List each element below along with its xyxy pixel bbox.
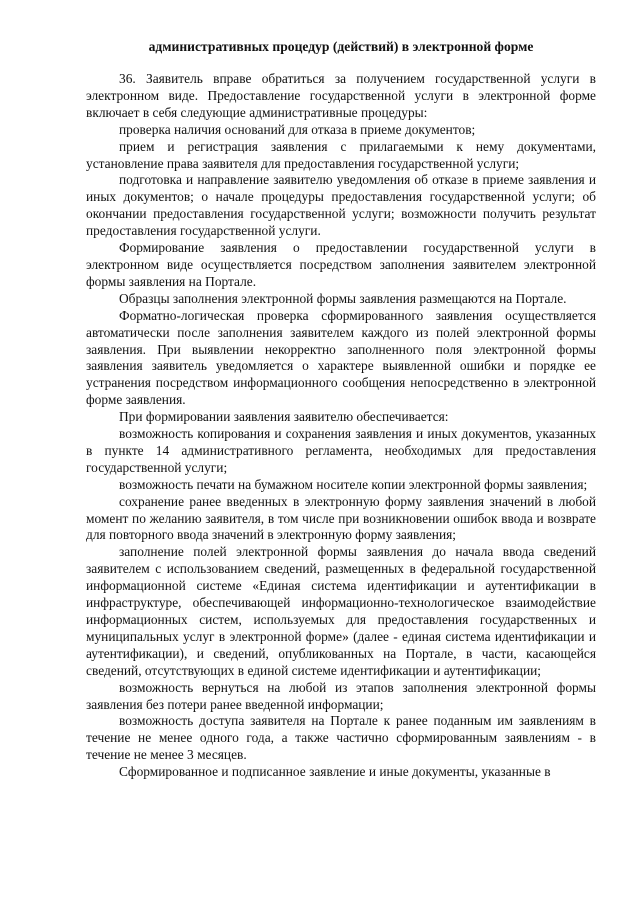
paragraph-provided: При формировании заявления заявителю обеспечивается:	[119, 409, 449, 425]
list-item-registration: прием и регистрация заявления с прилагаемыми к нему документами, установление права заявителя для предоставления государственной услуги;	[86, 138, 596, 171]
paragraph-form-filling: Формирование заявления о предоставлении государственной услуги в электронном виде осуществляется посредством заполнения заявителем электронной формы заявления на Портале.	[86, 240, 596, 289]
paragraph-samples: Образцы заполнения электронной формы заявления размещаются на Портале.	[119, 290, 567, 306]
list-item-notification: подготовка и направление заявителю уведомления об отказе в приеме заявления и иных документов; о начале процедуры предоставления государственной услуги; об окончании предоставления государственной услуги; возможности получить результат предоставления государственной услуги.	[86, 172, 596, 239]
list-item-copy-save: возможность копирования и сохранения заявления и иных документов, указанных в пункте 14 административного регламента, необходимых для предоставления государственной услуги;	[86, 426, 596, 475]
paragraph-36: 36. Заявитель вправе обратиться за получением государственной услуги в электронном виде. Предоставление государственной услуги в электронной форме включает в себя следующие административные процедуры:	[86, 71, 596, 120]
list-item-print: возможность печати на бумажном носителе копии электронной формы заявления;	[119, 476, 588, 492]
paragraph-signed-application: Сформированное и подписанное заявление и иные документы, указанные в	[119, 764, 551, 780]
list-item-keep-values: сохранение ранее введенных в электронную форму заявления значений в любой момент по желанию заявителя, в том числе при возникновении ошибок ввода и возврате для повторного ввода значений в электронную форму заявления;	[86, 493, 596, 543]
document-body	[86, 71, 596, 781]
section-heading: административных процедур (действий) в электронной форме	[148, 39, 534, 54]
paragraph-format-check: Форматно-логическая проверка сформированного заявления осуществляется автоматически после заполнения заявителем каждого из полей электронной формы заявления. При выявлении некорректно заполненного поля электронной формы заявления заявитель уведомляется о характере выявленной ошибки и порядке ее устранения посредством информационного сообщения непосредственно в электронной форме заявления.	[86, 307, 596, 408]
list-item-check-grounds: проверка наличия оснований для отказа в приеме документов;	[119, 121, 476, 137]
list-item-return-step: возможность вернуться на любой из этапов заполнения электронной формы заявления без потери ранее введенной информации;	[86, 679, 596, 712]
list-item-access-history: возможность доступа заявителя на Портале к ранее поданным им заявлениям в течение не менее одного года, а также частично сформированным заявлениям - в течение не менее 3 месяцев.	[86, 713, 596, 763]
list-item-prefill: заполнение полей электронной формы заявления до начала ввода сведений заявителем с использованием сведений, размещенных в федеральной государственной информационной системе «Единая система идентификации и аутентификации в инфраструктуре, обеспечивающей информационно-технологическое взаимодействие информационных систем, используемых для предоставления государственных и муниципальных услуг в электронной форме» (далее - единая система идентификации и аутентификации), и сведений, опубликованных на Портале, в части, касающейся сведений, отсутствующих в единой системе идентификации и аутентификации;	[86, 544, 596, 678]
